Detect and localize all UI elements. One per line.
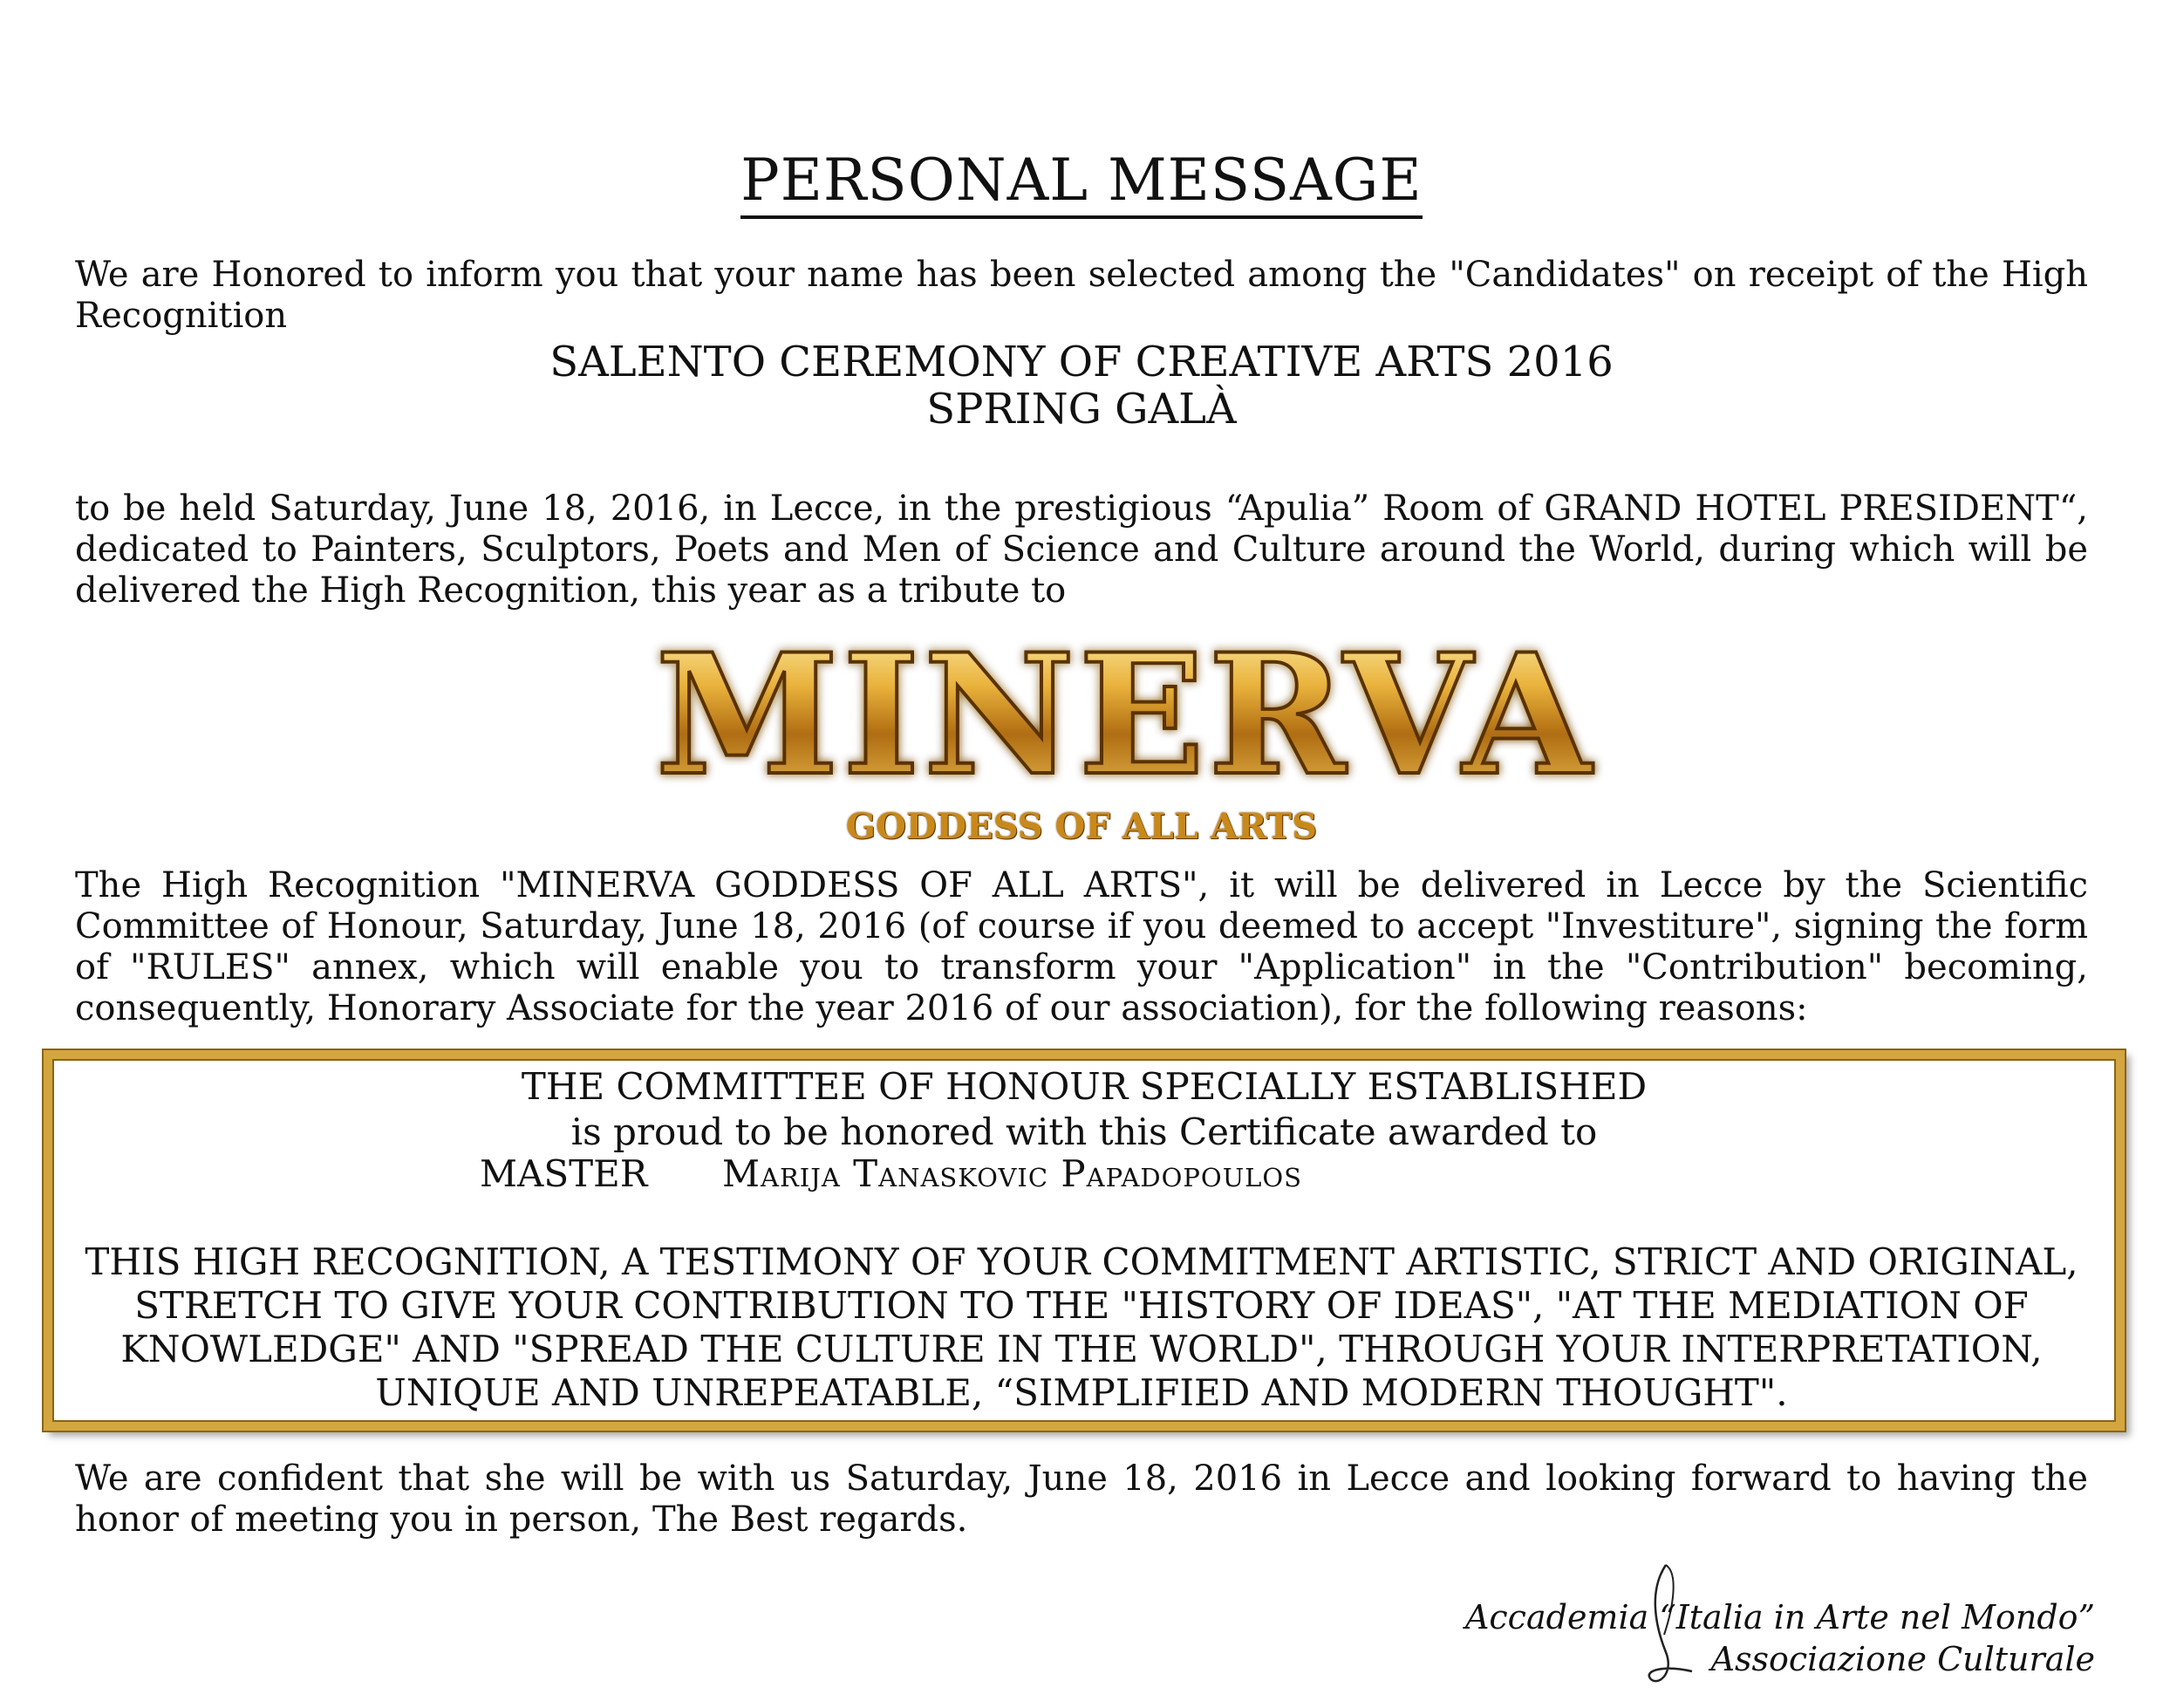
master-label: MASTER [480,1152,648,1195]
certificate-heading: THE COMMITTEE OF HONOUR SPECIALLY ESTABLISHED [521,1065,1648,1108]
reason-line: KNOWLEDGE" AND "SPREAD THE CULTURE IN THE WORLD", THROUGH YOUR INTERPRETATION, [120,1328,2043,1370]
event-title: SALENTO CEREMONY OF CREATIVE ARTS 2016 [549,338,1614,386]
signature-line: Associazione Culturale [1710,1640,2095,1678]
signature-line: Accademia “Italia in Arte nel Mondo” [1464,1598,2095,1636]
reason-line: THIS HIGH RECOGNITION, A TESTIMONY OF YOUR COMMITMENT ARTISTIC, STRICT AND ORIGINAL, [85,1240,2078,1283]
certificate-subheading: is proud to be honored with this Certificate awarded to [570,1110,1598,1153]
minerva-logo [655,618,1595,812]
recipient-name: Marija Tanaskovic Papadopoulos [722,1152,1303,1195]
page-title [0,147,2163,214]
intro-paragraph: We are Honored to inform you that your name has been selected among the "Candidates" on receipt of the High Recognition [75,255,2088,336]
event-heading [0,338,2163,433]
logo-text: MINERVA [655,618,1595,812]
signature-block [1465,1596,2095,1680]
certificate-reasons [0,1240,2163,1415]
logo-subtitle: GODDESS OF ALL ARTS [845,806,1318,847]
title-text: PERSONAL MESSAGE [740,147,1422,219]
event-details-paragraph: to be held Saturday, June 18, 2016, in Lecce, in the prestigious “Apulia” Room of GRAND HOTEL PRESIDENT“, dedicated to Painters, Sculptors, Poets and Men of Science and Culture around the World, during which will be delivered the High Recognition, this year as a tribute to [75,488,2088,611]
reason-line: STRETCH TO GIVE YOUR CONTRIBUTION TO THE "HISTORY OF IDEAS", "AT THE MEDIATION OF [134,1284,2029,1327]
closing-paragraph: We are confident that she will be with us Saturday, June 18, 2016 in Lecce and looking forward to having the honor of meeting you in person, The Best regards. [75,1459,2088,1540]
event-subtitle: SPRING GALÀ [926,385,1237,434]
recognition-paragraph: The High Recognition "MINERVA GODDESS OF ALL ARTS", it will be delivered in Lecce by the Scientific Committee of Honour, Saturday, June 18, 2016 (of course if you deemed to accept "Investiture", signing the form of "RULES" annex, which will enable you to transform your "Application" in the "Contribution" becoming, consequently, Honorary Associate for the year 2016 of our association), for the following reasons: [75,865,2088,1028]
reason-line: UNIQUE AND UNREPEATABLE, “SIMPLIFIED AND MODERN THOUGHT". [375,1371,1788,1414]
